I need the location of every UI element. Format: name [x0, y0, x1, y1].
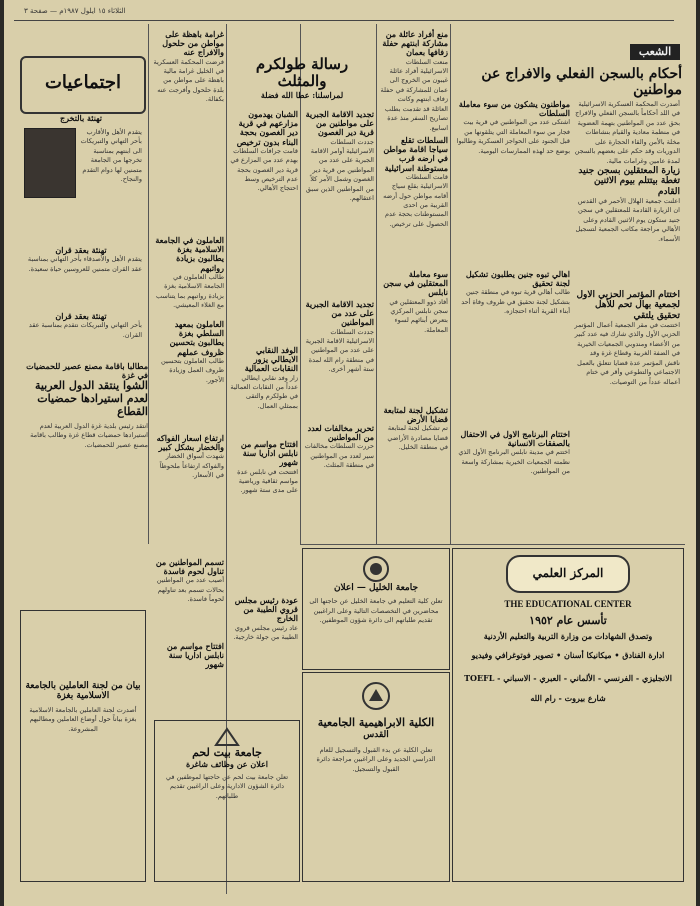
article-text: عاد رئيس مجلس قروي الطيبة من جولة خارجية.: [233, 623, 298, 641]
article-text: فرضت المحكمة العسكرية في الخليل غرامة مالية باهظة على مواطن من بلدة حلحول وأفرجت عنه بكفالة.: [153, 57, 224, 104]
article-text: افتتحت في نابلس عدة مواسم ثقافية ورياضية على مدى ستة شهور.: [237, 467, 298, 495]
article: [304, 300, 374, 420]
article: [230, 596, 298, 716]
statement-headline: بيان من لجنة العاملين بالجامعة الاسلامية بغزة: [25, 681, 141, 702]
article: [20, 362, 148, 418]
article-text: شهدت أسواق الخضار والفواكه ارتفاعاً ملحوظاً في الأسعار.: [159, 452, 224, 480]
statement-box: [20, 610, 146, 882]
byline: لمراسلنا: عطا الله فضلة: [260, 89, 344, 100]
edu-courses: ادارة الفنادق • ميكانيكا أسنان • تصوير فوتوغرافي وفيديو: [471, 650, 665, 661]
article-text: جددت السلطات الاسرائيلية الاقامة الجبرية على عدد من المواطنين في منطقة رام الله لمدة ستة أشهر أخرى.: [305, 327, 374, 374]
article-text: بأحر التهاني والتبريكات نتقدم بمناسبة عقد القران.: [28, 321, 142, 339]
article-headline: ارتفاع اسعار الفواكه والخضار بشكل كبير: [156, 433, 224, 453]
congrats-body: يتقدم الأهل والأقارب بأحر التهاني والتبريكات الى ابنتهم بمناسبة تخرجها من الجامعة متمنين لها دوام التقدم والنجاح.: [80, 128, 142, 184]
article-headline: تسمم المواطنين من تناول لحوم فاسدة: [155, 557, 224, 577]
article-text: انتقد رئيس بلدية غزة الدول العربية لعدم استيرادها حمضيات قطاع غزة وطالب باقامة مصنع عصير للحمضيات.: [30, 422, 148, 449]
article: [152, 320, 224, 430]
congrats-title: [20, 114, 142, 126]
article-headline: سوء معاملة المعتقلين في سجن نابلس: [383, 269, 448, 298]
social-banner: [20, 56, 146, 114]
article: [380, 406, 448, 540]
article-headline: تحرير مخالفات لعدد من المواطنين: [307, 423, 374, 443]
edu-description: وتصدق الشهادات من وزارة التربية والتعليم الأردنية: [483, 630, 653, 641]
article: [380, 136, 448, 266]
article-text: طالب العاملون في الجامعة الاسلامية بغزة بزيادة رواتبهم بما يتناسب مع الغلاء المعيشي.: [156, 272, 224, 310]
article-headline: مواطنون يشكون من سوء معاملة السلطات: [458, 99, 570, 119]
article-text: قامت السلطات الاسرائيلية بقلع سياج أقامه مواطن حول أرضه القريبة من احدى المستوطنات بحجة عدم الحصول على ترخيص.: [383, 172, 448, 228]
article: [152, 30, 224, 140]
article: [230, 110, 298, 340]
bethlehem-university-ad: [154, 720, 300, 882]
article: [20, 246, 142, 310]
article-text: حررت السلطات مخالفات سير لعدد من المواطنين في منطقة المثلث.: [304, 442, 374, 470]
article-headline: السلطات تقلع سياجا اقامة مواطن في ارضه قرب مستوطنة اسرائيلية: [383, 135, 448, 173]
article: [152, 236, 224, 316]
article: [304, 110, 374, 290]
ad-subtitle: القدس: [363, 729, 389, 740]
article: [152, 434, 224, 554]
article: [454, 100, 570, 270]
edu-founded: تأسس عام ١٩٥٢: [529, 614, 607, 628]
ad-title: جامعة الخليل — اعلان: [333, 583, 419, 593]
university-seal-icon: [362, 555, 390, 583]
congrats-text: [78, 128, 142, 208]
article: [152, 558, 224, 638]
edu-logo: [506, 555, 630, 593]
ad-text: تعلن جامعة بيت لحم عن حاجتها لموظفين في دائرة الشؤون الادارية وعلى الراغبين تقديم طلباتهم.: [165, 772, 289, 800]
article-headline: منع أفراد عائلة من مشاركة ابنتهم حفلة زفافها بعمان: [382, 29, 448, 58]
article: [230, 346, 298, 436]
edu-languages: الانجليزي - الفرنسي - الألماني - العبري - الاسباني - TOEFL: [464, 673, 672, 684]
article-text: يتقدم الأهل والأصدقاء بأحر التهاني بمناسبة عقد القران متمنين للعروسين حياة سعيدة.: [27, 255, 142, 273]
column-rule: [148, 24, 149, 544]
article-text: طالب العاملون بتحسين ظروف العمل وزيادة الأجور.: [161, 356, 224, 384]
article-text: تم تشكيل لجنة لمتابعة قضايا مصادرة الأراضي في منطقة الخليل.: [387, 424, 448, 452]
article-headline: تهنئة بعقد قران: [55, 245, 107, 255]
social-title: اجتماعيات: [44, 72, 122, 93]
article: [20, 312, 142, 358]
hebron-university-ad: [302, 548, 450, 670]
article: [454, 270, 570, 370]
article-text: اختتمت في مقر الجمعية أعمال المؤتمر الحزبي الأول والذي شارك فيه عدد كبير من الأعضاء ومندوبي الجمعيات الخيرية في الضفة الغربية وقطاع غزة وقد ناقش المؤتمر عدة قضايا تتعلق بالعمل الاجتماعي والتطوعي وأقر في ختام أعماله عدداً من التوصيات.: [574, 321, 680, 386]
article-text: اختتم في مدينة نابلس البرنامج الأول الذي نظمته الجمعيات الخيرية بمشاركة واسعة من المواطنين.: [458, 448, 570, 476]
statement-text: أصدرت لجنة العاملين بالجامعة الاسلامية بغزة بياناً حول أوضاع العاملين ومطالبهم المشروعة.: [29, 705, 137, 733]
article-headline: عودة رئيس مجلس قروي الطيبة من الخارج: [234, 595, 298, 624]
college-seal-icon: [361, 681, 391, 711]
article-kicker: مطالبا باقامة مصنع عصير للحمضيات في غزة: [26, 361, 148, 381]
article-headline: الشبان يهدمون مزارعهم في قرية دير الغصون بحجة البناء بدون ترخيص: [236, 109, 298, 147]
regional-header: [230, 56, 374, 106]
ads-rule: [300, 544, 685, 545]
article-text: زار وفد نقابي ايطالي عدداً من النقابات العمالية في طولكرم والتقى بممثلي العمال.: [230, 373, 298, 410]
portrait-photo: [24, 128, 76, 198]
article-headline: غرامة باهظة على مواطن من حلحول والافراج عنه: [162, 29, 224, 58]
ad-text: تعلن الكلية عن بدء القبول والتسجيل للعام الدراسي الجديد وعلى الراغبين مراجعة دائرة القبول والتسجيل.: [316, 745, 436, 773]
article-headline: زيارة المعتقلين بسجن جنيد تغطة بيتتلم بيوم الاثنين القادم: [578, 166, 680, 197]
article-text: اشتكى عدد من المواطنين في قرية بيت فجار من سوء المعاملة التي يتلقونها من قبل الجنود على الحواجز العسكرية وطالبوا بوضع حد لهذه الممارسات اليومية.: [456, 118, 570, 155]
section-logo: الشعب: [630, 44, 680, 60]
article-text: قامت جرافات السلطات بهدم عدد من المزارع في قرية دير الغصون بحجة عدم الترخيص وسط احتجاج الأهالي.: [230, 146, 298, 193]
article-headline: العاملون بمعهد السلطي بغزة يطالبون بتحسين ظروف عملهم: [169, 319, 224, 357]
regional-headline: رسالة طولكرم والمثلث: [255, 55, 349, 91]
ibrahimieh-college-ad: [302, 672, 450, 882]
article-headline: الوفد النقابي الايطالي يزور النقابات العمالية: [244, 345, 298, 374]
article-headline: تشكيل لجنة لمتابعة قضايا الأرض: [383, 405, 448, 425]
article-text: جددت السلطات الاسرائيلية أوامر الاقامة الجبرية على عدد من المواطنين من قرية دير الغصون وشمل الأمر كلاً من المواطنين الذين سبق اعتقالهم.: [305, 137, 374, 203]
article: [304, 424, 374, 540]
university-emblem-icon: [214, 727, 240, 747]
article: [380, 270, 448, 400]
article-headline: افتتاح مواسم من نابلس اداريا سنة شهور: [240, 439, 298, 468]
column-rule: [376, 24, 377, 544]
article: [152, 642, 224, 702]
article-headline: اهالي تبوه جنين يطلبون تشكيل لجنة تحقيق: [465, 269, 570, 289]
edu-name-ar: المركز العلمي: [532, 566, 604, 580]
article-headline: الشوا ينتقد الدول العربية لعدم استيرادها حمضيات القطاع: [34, 379, 148, 418]
article: [380, 30, 448, 130]
congrats-heading: تهنئة بالتخرج: [59, 113, 103, 123]
ad-title: جامعة بيت لحم: [192, 746, 262, 759]
date-line: الثلاثاء ١٥ ايلول ١٩٨٧م — صفحة ٣: [24, 7, 126, 15]
article-text: طالب أهالي قرية تبوه في منطقة جنين بتشكيل لجنة تحقيق في ظروف وفاة أحد أبناء القرية أثناء احتجازه.: [461, 288, 570, 316]
article-headline: تهنئة بعقد قران: [55, 311, 107, 321]
article-headline: افتتاح مواسم من نابلس اداريا سنة شهور: [166, 641, 224, 670]
ad-title: الكلية الابراهيمية الجامعية: [317, 716, 435, 729]
article: [230, 440, 298, 590]
article-headline: تجديد الاقامة الجبرية على عدد من المواطنين: [305, 299, 374, 328]
article: [454, 430, 570, 540]
article-headline: اختتام المؤتمر الحزبي الاول لجمعية بهال تحم للأهل تحقيق يلتقي: [576, 290, 680, 321]
article-body: [574, 100, 680, 165]
article-text: أصيب عدد من المواطنين بحالات تسمم بعد تناولهم لحوماً فاسدة.: [156, 576, 224, 604]
newspaper-page: [4, 0, 696, 906]
column-rule: [450, 24, 451, 544]
header-band: [14, 6, 674, 21]
article: [574, 166, 680, 281]
article-text: اعلنت جمعية الهلال الأحمر في القدس ان الزيارة القادمة للمعتقلين في سجن جنيد ستكون يوم الاثنين القادم وعلى الأهالي مراجعة مكاتب الجمعية لتسجيل الأسماء.: [575, 197, 680, 243]
ad-subtitle: اعلان عن وظائف شاغرة: [186, 758, 268, 769]
ad-text: تعلن كلية التعليم في جامعة الخليل عن حاجتها الى محاضرين في التخصصات التالية وعلى الراغبين تقديم طلباتهم الى دائرة شؤون الموظفين.: [309, 597, 443, 625]
article-headline: العاملون في الجامعة الاسلامية بغزة يطالبون بزيادة رواتبهم: [155, 235, 224, 273]
article-headline: اختتام البرنامج الاول في الاحتفال بالصفقات الانسانية: [460, 429, 570, 449]
article-text: أصدرت المحكمة العسكرية الاسرائيلية في اللد أحكاماً بالسجن الفعلي والافراج بحق عدد من المواطنين بتهمة العضوية في منظمة معادية والقيام بنشاطات مخلة بالأمن والقاء الحجارة على الدوريات وقد حكم على بعضهم بالسجن لمدة عامين وغرامات مالية.: [574, 100, 680, 165]
article-text: أفاد ذوو المعتقلين في سجن نابلس المركزي بتعرض أبنائهم لسوء المعاملة.: [389, 297, 448, 334]
edu-name-en: THE EDUCATIONAL CENTER: [504, 599, 632, 609]
article-headline: تجديد الاقامة الجبرية على مواطنين من قرية دير الغصون: [305, 109, 374, 138]
article: [574, 290, 680, 540]
educational-center-ad: [452, 548, 684, 882]
article-body: [20, 422, 148, 542]
main-headline: أحكام بالسجن الفعلي والافراج عن مواطنين: [481, 66, 682, 99]
edu-address: شارع بيروت - رام الله: [530, 692, 606, 703]
article-text: منعت السلطات الاسرائيلية أفراد عائلة غيبون من الخروج الى عمان للمشاركة في حفلة زفاف ابنتهم وكانت العائلة قد تقدمت بطلب تصاريح السفر منذ عدة اسابيع.: [380, 57, 448, 132]
